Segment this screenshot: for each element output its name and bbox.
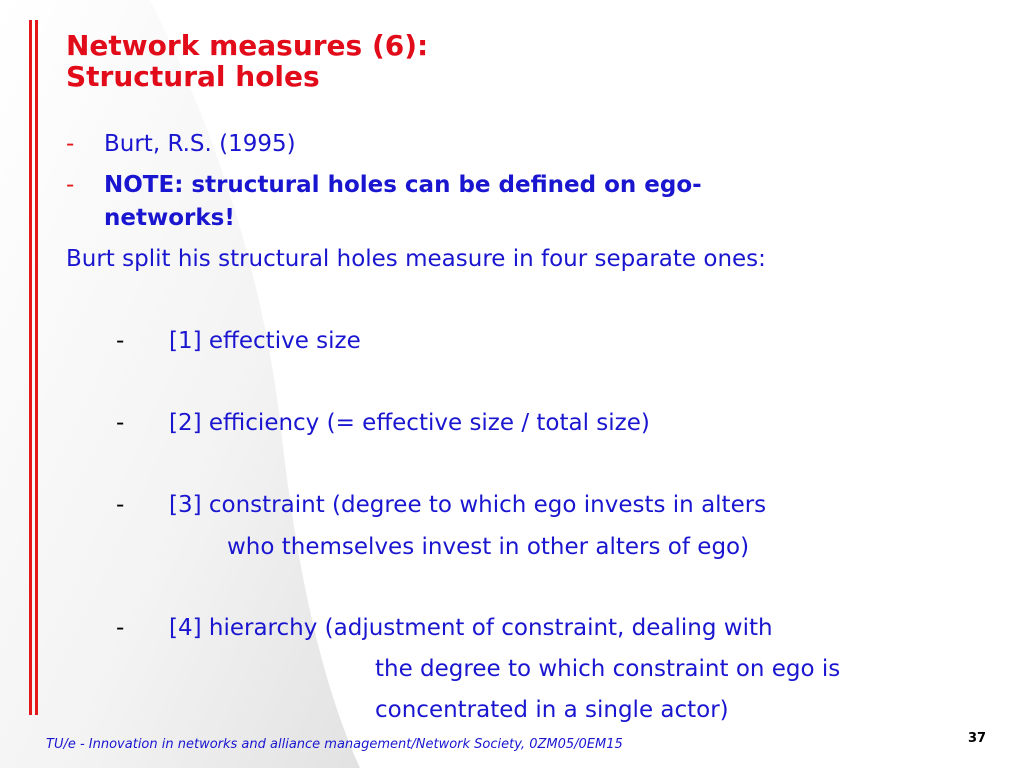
measure-marker: - <box>116 615 125 641</box>
bullet-2-text-line1: NOTE: structural holes can be defined on ego- <box>104 172 702 198</box>
measure-2-text: [2] efficiency (= effective size / total size) <box>169 410 650 436</box>
slide-title-line1: Network measures (6): <box>66 29 429 62</box>
intro-text: Burt split his structural holes measure in four separate ones: <box>66 246 766 272</box>
measure-1-text: [1] effective size <box>169 328 361 354</box>
measure-3-text-line1: [3] constraint (degree to which ego invests in alters <box>169 492 767 518</box>
bullet-marker: - <box>66 131 75 157</box>
measure-marker: - <box>116 492 125 518</box>
page-number: 37 <box>968 731 987 746</box>
slide-footer: TU/e - Innovation in networks and alliance management/Network Society, 0ZM05/0EM15 <box>46 737 623 752</box>
measure-marker: - <box>116 328 125 354</box>
measure-4-text-line1: [4] hierarchy (adjustment of constraint, dealing with <box>169 615 773 641</box>
bullet-2-line2 <box>104 203 235 233</box>
left-red-rule-inner <box>35 20 38 715</box>
measure-marker: - <box>116 410 125 436</box>
bullet-2-text-line2: networks! <box>104 205 235 231</box>
slide-title-line2: Structural holes <box>66 60 320 93</box>
bullet-marker: - <box>66 172 75 198</box>
measure-4-text-line2: the degree to which constraint on ego is <box>375 656 841 682</box>
measure-3-text-line2: who themselves invest in other alters of ego) <box>227 534 750 560</box>
left-red-rule <box>29 20 32 715</box>
measure-4-text-line3: concentrated in a single actor) <box>375 697 729 723</box>
bullet-1-text: Burt, R.S. (1995) <box>104 131 296 157</box>
slide-title <box>66 30 428 92</box>
